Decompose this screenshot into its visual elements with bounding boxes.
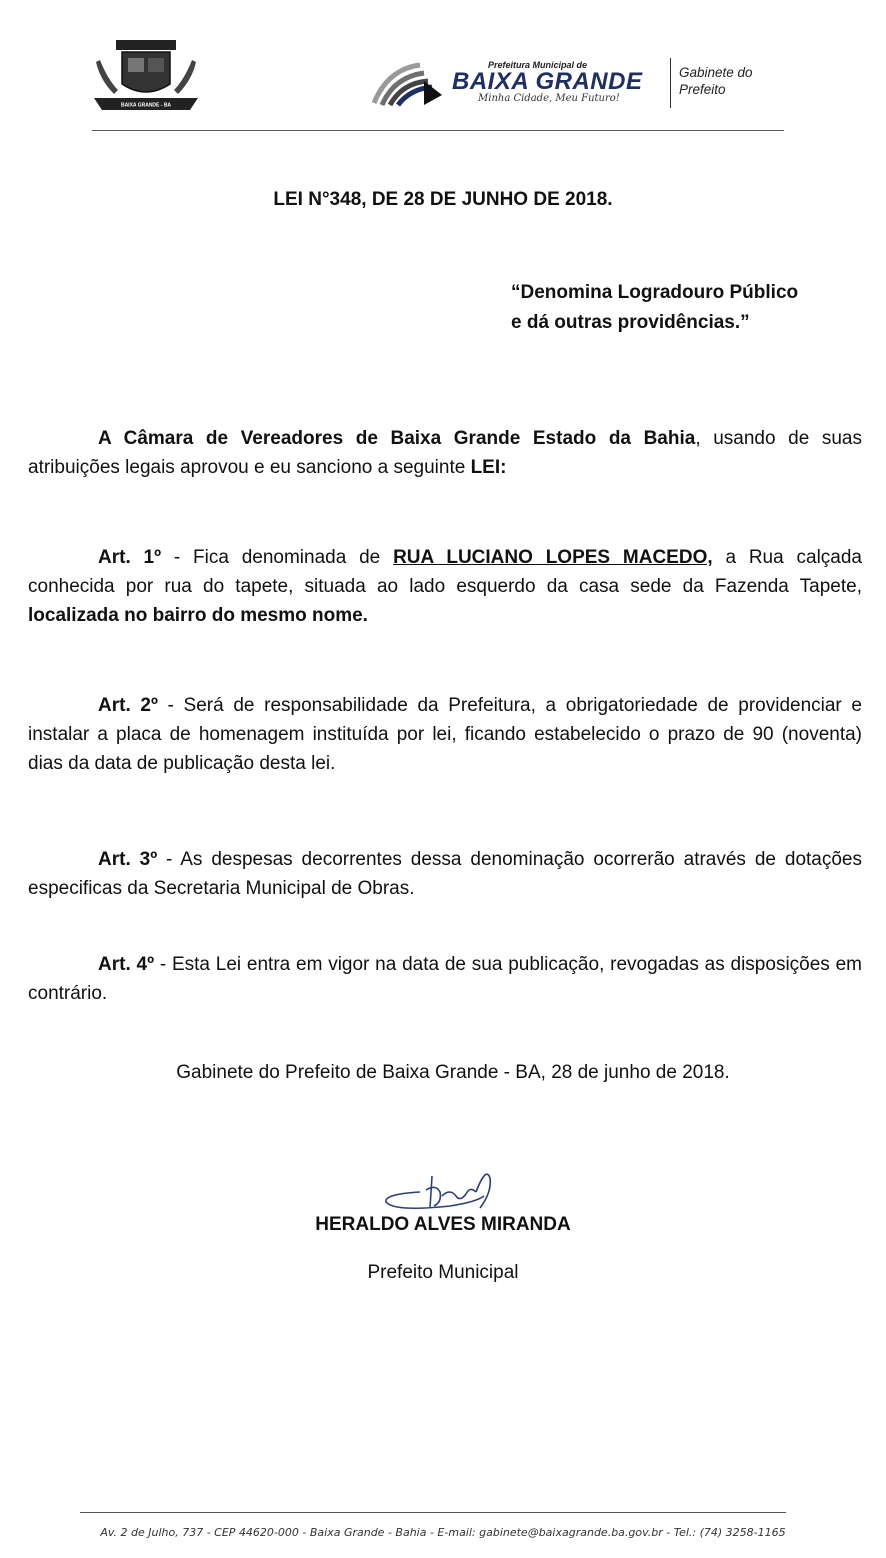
art4-label: Art. 4º — [98, 954, 155, 975]
law-title: LEI N°348, DE 28 DE JUNHO DE 2018. — [273, 189, 613, 210]
header-rule — [92, 130, 784, 131]
art1-street-name: RUA LUCIANO LOPES MACEDO, — [393, 547, 713, 568]
ementa-line-1: “Denomina Logradouro Público — [511, 282, 799, 303]
art1-text-a: - Fica denominada de — [161, 547, 394, 568]
preamble-paragraph — [28, 424, 862, 482]
art1-text-bold: localizada no bairro do mesmo nome. — [28, 605, 368, 626]
article-1 — [28, 543, 862, 630]
art4-text: - Esta Lei entra em vigor na data de sua publicação, revogadas as disposições em contrário. — [28, 954, 862, 1004]
header-divider — [670, 58, 671, 108]
law-ementa — [511, 278, 798, 338]
handwritten-signature — [380, 1162, 500, 1222]
brand-motto: Minha Cidade, Meu Futuro! — [478, 93, 620, 104]
art1-label: Art. 1º — [98, 547, 162, 568]
art2-text: - Será de responsabilidade da Prefeitura, a obrigatoriedade de providenciar e instalar a placa de homenagem instituída por lei, ficando estabelecido o prazo de 90 (noventa) dias da data de publicação desta lei. — [28, 695, 862, 774]
preamble-text: , usando de suas atribuições legais aprovou e eu sanciono a seguinte — [28, 428, 862, 478]
brand-sunburst-logo — [368, 55, 446, 107]
art2-label: Art. 2º — [98, 695, 158, 716]
art1-text-b: a Rua calçada conhecida por rua do tapete, situada ao lado esquerdo da casa sede da Fazenda Tapete, — [28, 547, 862, 597]
closing-line: Gabinete do Prefeito de Baixa Grande - BA, 28 de junho de 2018. — [176, 1062, 730, 1083]
article-4 — [28, 950, 862, 1008]
article-2 — [28, 691, 862, 778]
article-3 — [28, 845, 862, 903]
signer-name: HERALDO ALVES MIRANDA — [315, 1214, 571, 1235]
office-label — [679, 64, 753, 98]
office-line-2: Prefeito — [679, 82, 726, 97]
preamble-end: LEI: — [470, 457, 507, 478]
footer-rule — [80, 1512, 786, 1513]
art3-text: - As despesas decorrentes dessa denominação ocorrerão através de dotações especificas da Secretaria Municipal de Obras. — [28, 849, 862, 899]
crest-banner-text: BAIXA GRANDE - BA — [120, 102, 172, 109]
footer-address: Av. 2 de Julho, 737 - CEP 44620-000 - Baixa Grande - Bahia - E-mail: gabinete@baixagrande.ba.gov.br - Tel.: (74) 3258-1165 — [100, 1526, 786, 1539]
preamble-bold: A Câmara de Vereadores de Baixa Grande Estado da Bahia — [98, 428, 696, 449]
art3-label: Art. 3º — [98, 849, 158, 870]
brand-name: BAIXA GRANDE — [452, 68, 643, 95]
municipal-crest-logo — [90, 40, 202, 116]
office-line-1: Gabinete do — [679, 65, 753, 80]
brand-subtitle: Prefeitura Municipal de — [488, 60, 588, 70]
ementa-line-2: e dá outras providências.” — [511, 312, 750, 333]
signer-role: Prefeito Municipal — [367, 1262, 519, 1283]
